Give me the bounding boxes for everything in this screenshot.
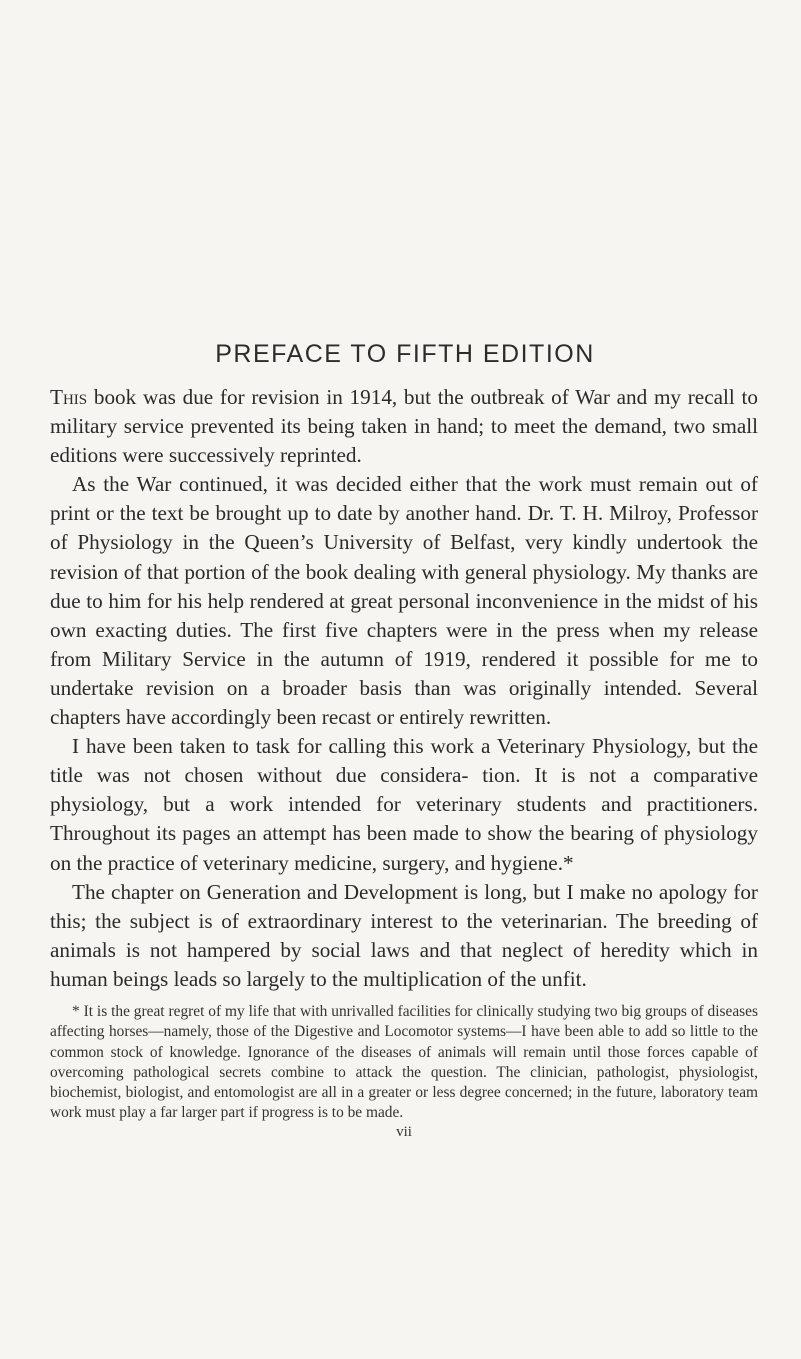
paragraph-1-lead: This xyxy=(50,385,88,409)
footnote: * It is the great regret of my life that with unrivalled facilities for clinically studying two big groups of diseases affecting horses—namely, those of the Digestive and Locomotor systems—I have been able to add so little to the common stock of knowledge. Ignorance of the diseases of animals will remain until those forces capable of overcoming pathological secrets combine to attack the question. The clinician, pathologist, physiologist, biochemist, biologist, and entomologist are all in a greater or less degree concerned; in the future, laboratory team work must play a far larger part if progress is to be made. xyxy=(50,1002,758,1122)
paragraph-2: As the War continued, it was decided either that the work must remain out of print or the text be brought up to date by another hand. Dr. T. H. Milroy, Professor of Physiology in the Queen’s University of Belfast, very kindly undertook the revision of that portion of the book dealing with general physiology. My thanks are due to him for his help rendered at great personal inconvenience in the midst of his own exacting duties. The first five chapters were in the press when my release from Military Service in the autumn of 1919, rendered it possible for me to undertake revision on a broader basis than was originally intended. Several chapters have accordingly been recast or entirely rewritten. xyxy=(50,472,758,730)
paragraph-3: I have been taken to task for calling this work a Veterinary Physiology, but the title was not chosen without due considera- tion. It is not a comparative physiology, but a work intended for veterinary students and practitioners. Throughout its pages an attempt has been made to show the bearing of physiology on the practice of veterinary medicine, surgery, and hygiene.* xyxy=(50,734,758,875)
paragraph-1-text: book was due for revision in 1914, but the outbreak of War and my recall to military service prevented its being taken in hand; to meet the demand, two small editions were successively reprinted. xyxy=(50,385,758,468)
page-title: PREFACE TO FIFTH EDITION xyxy=(215,340,595,368)
page-number: vii xyxy=(396,1123,412,1140)
paragraph-4: The chapter on Generation and Development is long, but I make no apology for this; the subject is of extraordinary interest to the veterinarian. The breeding of animals is not hampered by social laws and that neglect of heredity which in human beings leads so largely to the multiplication of the unfit. xyxy=(50,879,758,991)
document-page xyxy=(50,340,758,1141)
paragraph-1 xyxy=(50,383,758,470)
